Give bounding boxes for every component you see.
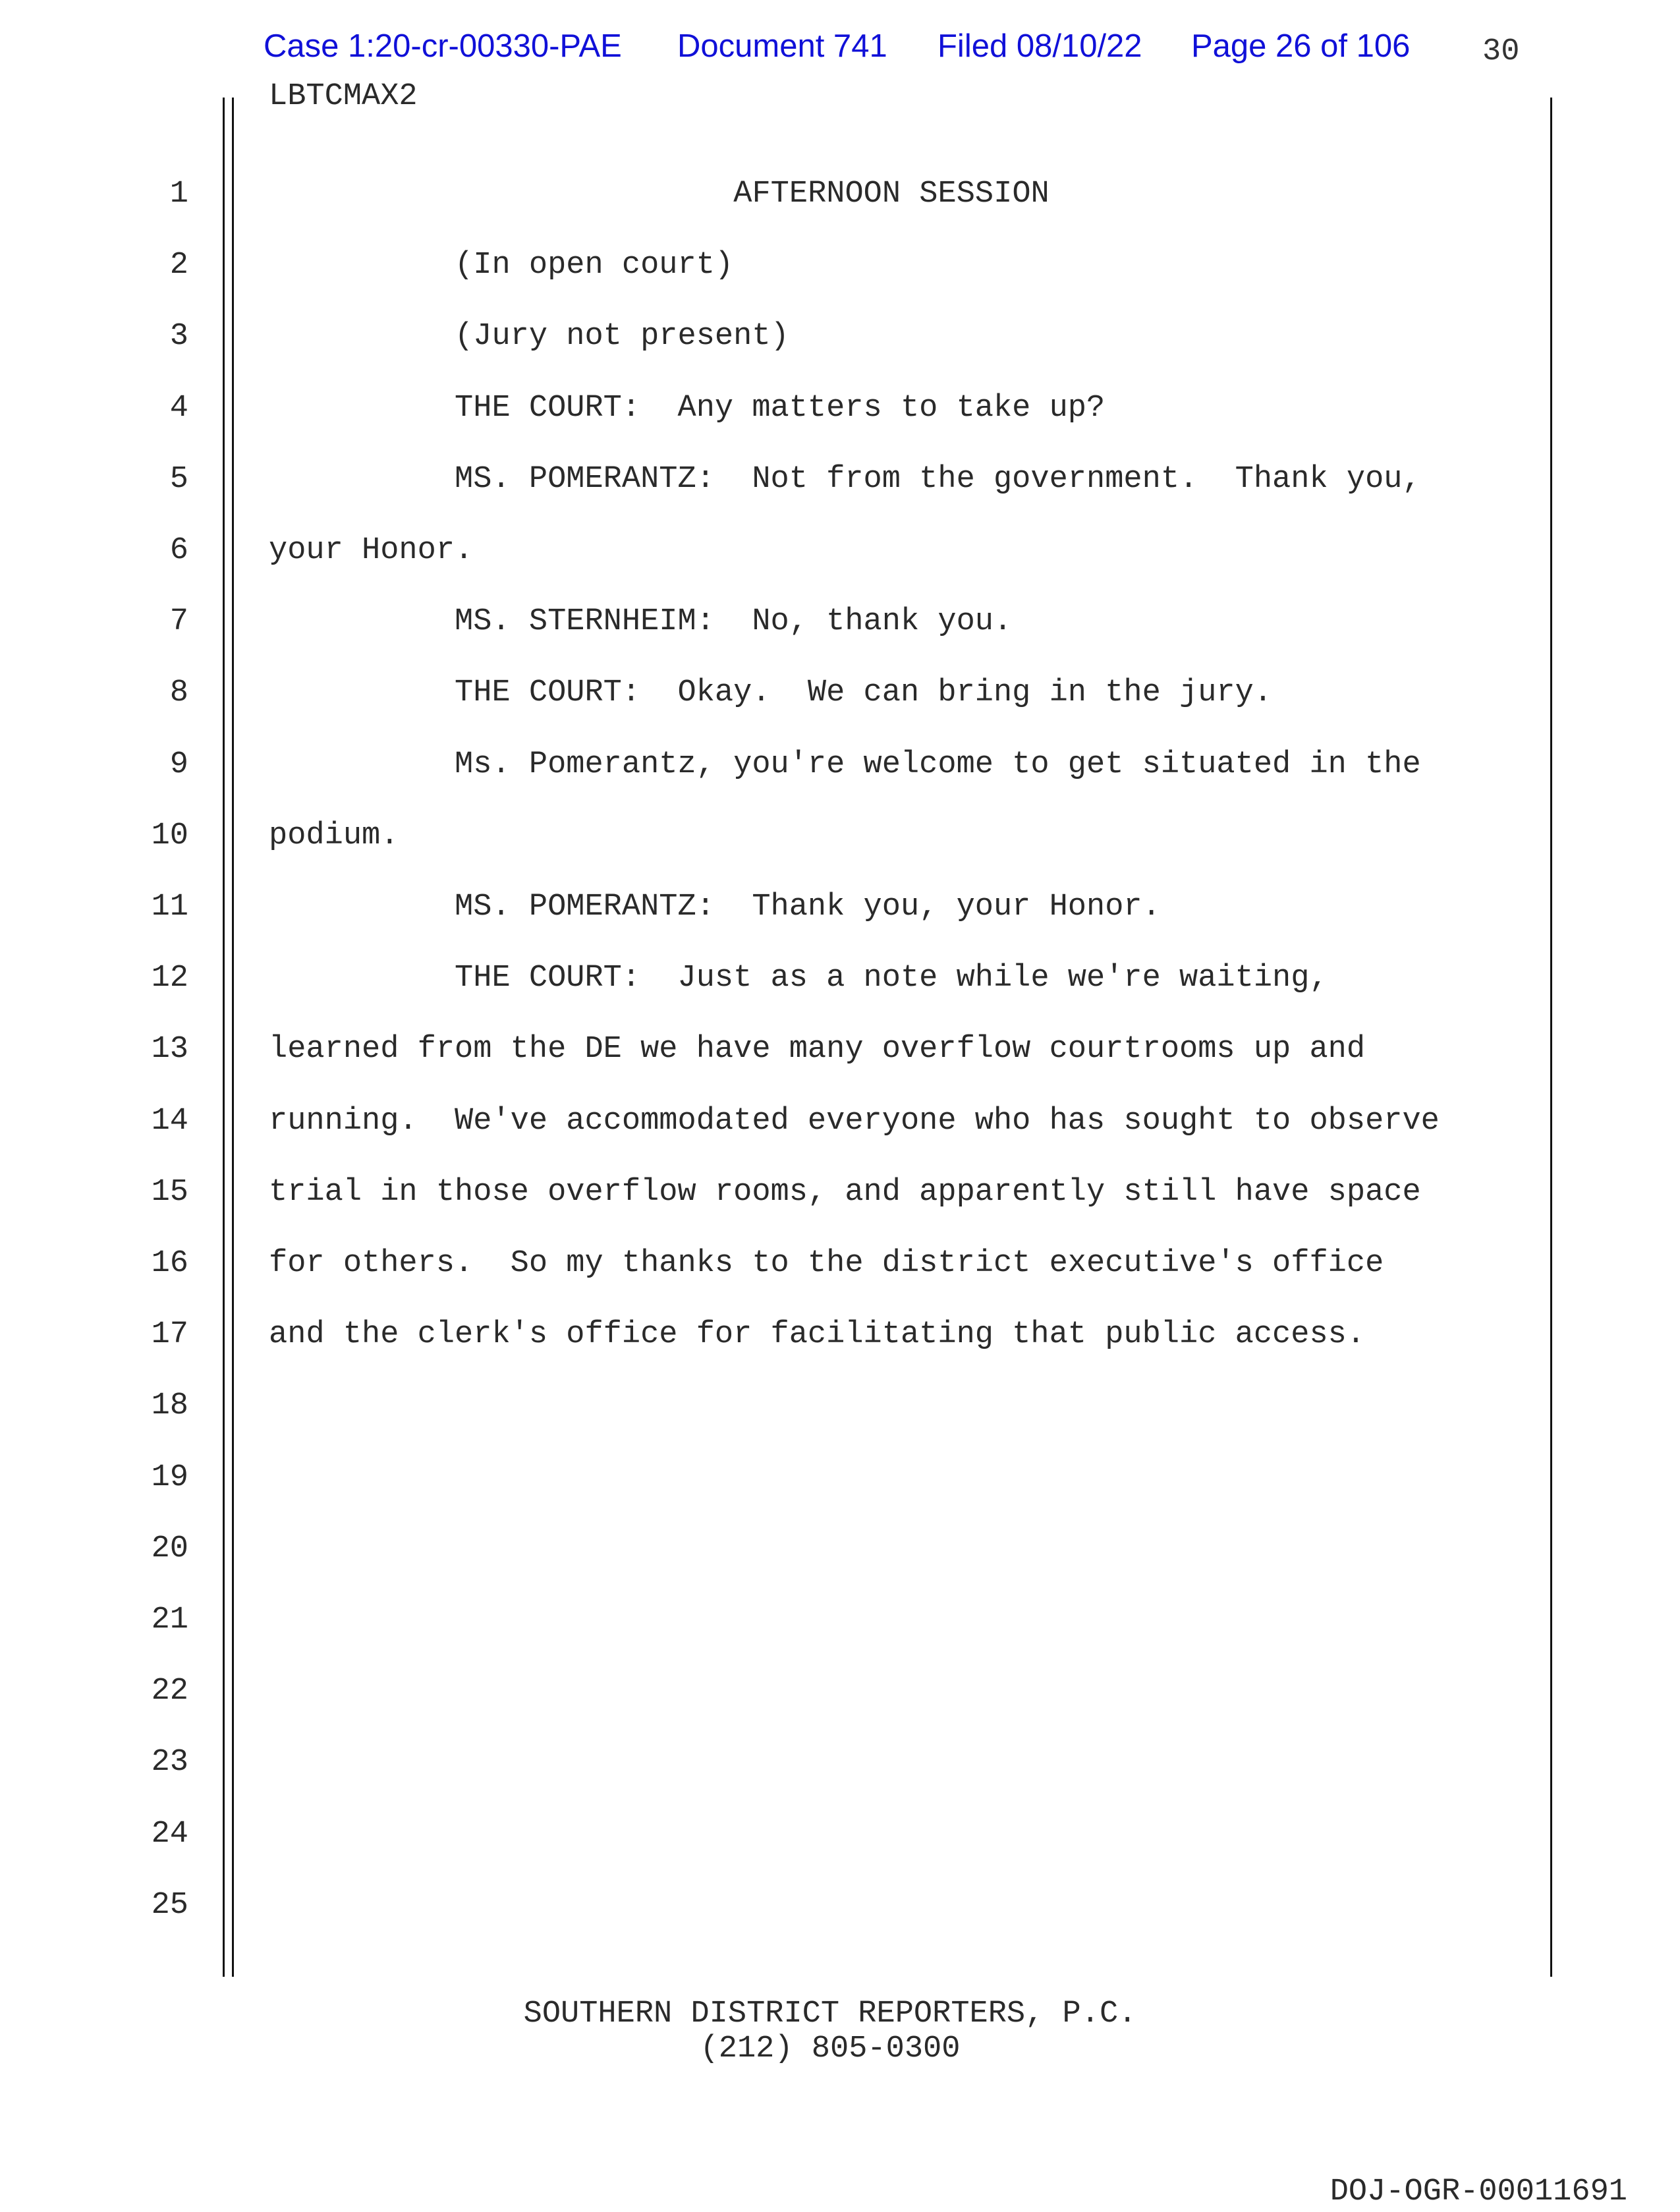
line-number: 14 [151, 1104, 188, 1139]
transcript-line: for others. So my thanks to the district executive's office [269, 1246, 1384, 1281]
transcript-line: Ms. Pomerantz, you're welcome to get situated in the [269, 747, 1421, 782]
transcript-line: running. We've accommodated everyone who has sought to observe [269, 1104, 1440, 1139]
transcript-line: (Jury not present) [269, 319, 789, 354]
line-number: 13 [151, 1032, 188, 1067]
case-number: Case 1:20-cr-00330-PAE [264, 28, 622, 64]
line-number: 10 [151, 818, 188, 853]
transcript-line: THE COURT: Any matters to take up? [269, 391, 1106, 426]
document-number: Document 741 [677, 28, 887, 64]
left-margin-rule-inner [232, 98, 234, 1977]
transcript-line: MS. POMERANTZ: Not from the government. Thank you, [269, 462, 1421, 497]
line-number: 12 [151, 961, 188, 996]
line-number: 16 [151, 1246, 188, 1281]
transcript-page-number: 30 [1482, 34, 1520, 69]
file-code: LBTCMAX2 [269, 79, 418, 114]
transcript-line: MS. STERNHEIM: No, thank you. [269, 604, 1013, 639]
filed-date: Filed 08/10/22 [938, 28, 1142, 64]
ecf-header [0, 28, 1680, 74]
transcript-line: THE COURT: Okay. We can bring in the jury. [269, 675, 1273, 710]
reporter-name: SOUTHERN DISTRICT REPORTERS, P.C. [523, 1997, 1137, 2031]
transcript-line: learned from the DE we have many overflow courtrooms up and [269, 1032, 1366, 1067]
transcript-line: and the clerk's office for facilitating that public access. [269, 1317, 1366, 1352]
line-number: 20 [151, 1531, 188, 1566]
line-number: 3 [169, 319, 188, 354]
session-heading: AFTERNOON SESSION [733, 177, 1050, 212]
transcript-line: trial in those overflow rooms, and apparently still have space [269, 1175, 1421, 1210]
line-number: 24 [151, 1817, 188, 1852]
transcript-line: MS. POMERANTZ: Thank you, your Honor. [269, 890, 1161, 924]
line-number: 25 [151, 1888, 188, 1923]
reporter-phone: (212) 805-0300 [700, 2031, 961, 2066]
bates-number: DOJ-OGR-00011691 [1330, 2174, 1627, 2209]
line-number: 11 [151, 890, 188, 924]
transcript-line: THE COURT: Just as a note while we're waiting, [269, 961, 1328, 996]
line-number: 19 [151, 1460, 188, 1495]
line-number: 9 [169, 747, 188, 782]
line-number: 17 [151, 1317, 188, 1352]
line-number: 6 [169, 533, 188, 568]
transcript-line: (In open court) [269, 248, 734, 283]
line-number: 7 [169, 604, 188, 639]
line-number: 23 [151, 1745, 188, 1780]
line-number: 1 [169, 177, 188, 212]
line-number: 8 [169, 675, 188, 710]
line-number: 4 [169, 391, 188, 426]
line-number: 22 [151, 1674, 188, 1709]
line-number: 5 [169, 462, 188, 497]
line-number: 2 [169, 248, 188, 283]
page-of-total: Page 26 of 106 [1191, 28, 1411, 64]
line-number: 18 [151, 1388, 188, 1423]
transcript-line: your Honor. [269, 533, 474, 568]
left-margin-rule-outer [223, 98, 225, 1977]
transcript-line: podium. [269, 818, 399, 853]
right-margin-rule [1550, 98, 1552, 1977]
line-number: 15 [151, 1175, 188, 1210]
line-number: 21 [151, 1602, 188, 1637]
